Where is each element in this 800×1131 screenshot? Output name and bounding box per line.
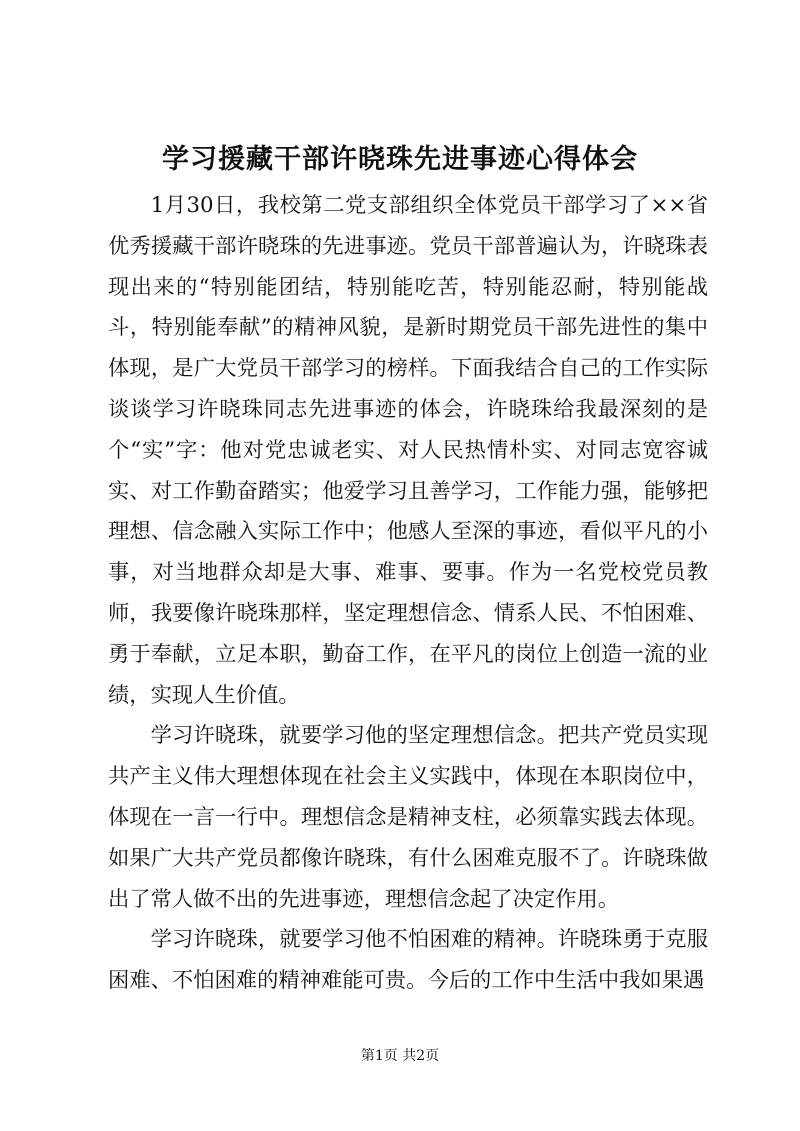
document-title: 学习援藏干部许晓珠先进事迹心得体会 xyxy=(162,144,638,175)
page-footer: 第1页 共2页 xyxy=(360,1048,440,1064)
paragraph-3: 学习许晓珠，就要学习他不怕困难的精神。许晓珠勇于克服困难、不怕困难的精神难能可贵。今后的工作中生活中我如果遇 xyxy=(108,927,708,994)
paragraph-1: 1月30日，我校第二党支部组织全体党员干部学习了××省优秀援藏干部许晓珠的先进事迹。党员干部普遍认为，许晓珠表现出来的“特别能团结，特别能吃苦，特别能忍耐，特别能战斗，特别能奉献”的精神风貌，是新时期党员干部先进性的集中体现，是广大党员干部学习的榜样。下面我结合自己的工作实际谈谈学习许晓珠同志先进事迹的体会，许晓珠给我最深刻的是个“实”字：他对党忠诚老实、对人民热情朴实、对同志宽容诚实、对工作勤奋踏实；他爱学习且善学习，工作能力强，能够把理想、信念融入实际工作中；他感人至深的事迹，看似平凡的小事，对当地群众却是大事、难事、要事。作为一名党校党员教师，我要像许晓珠那样，坚定理想信念、情系人民、不怕困难、勇于奉献，立足本职，勤奋工作，在平凡的岗位上创造一流的业绩，实现人生价值。 xyxy=(108,193,708,708)
paragraph-2: 学习许晓珠，就要学习他的坚定理想信念。把共产党员实现共产主义伟大理想体现在社会主义实践中，体现在本职岗位中，体现在一言一行中。理想信念是精神支柱，必须靠实践去体现。如果广大共产党员都像许晓珠，有什么困难克服不了。许晓珠做出了常人做不出的先进事迹，理想信念起了决定作用。 xyxy=(108,723,708,912)
document-body xyxy=(108,186,708,1002)
